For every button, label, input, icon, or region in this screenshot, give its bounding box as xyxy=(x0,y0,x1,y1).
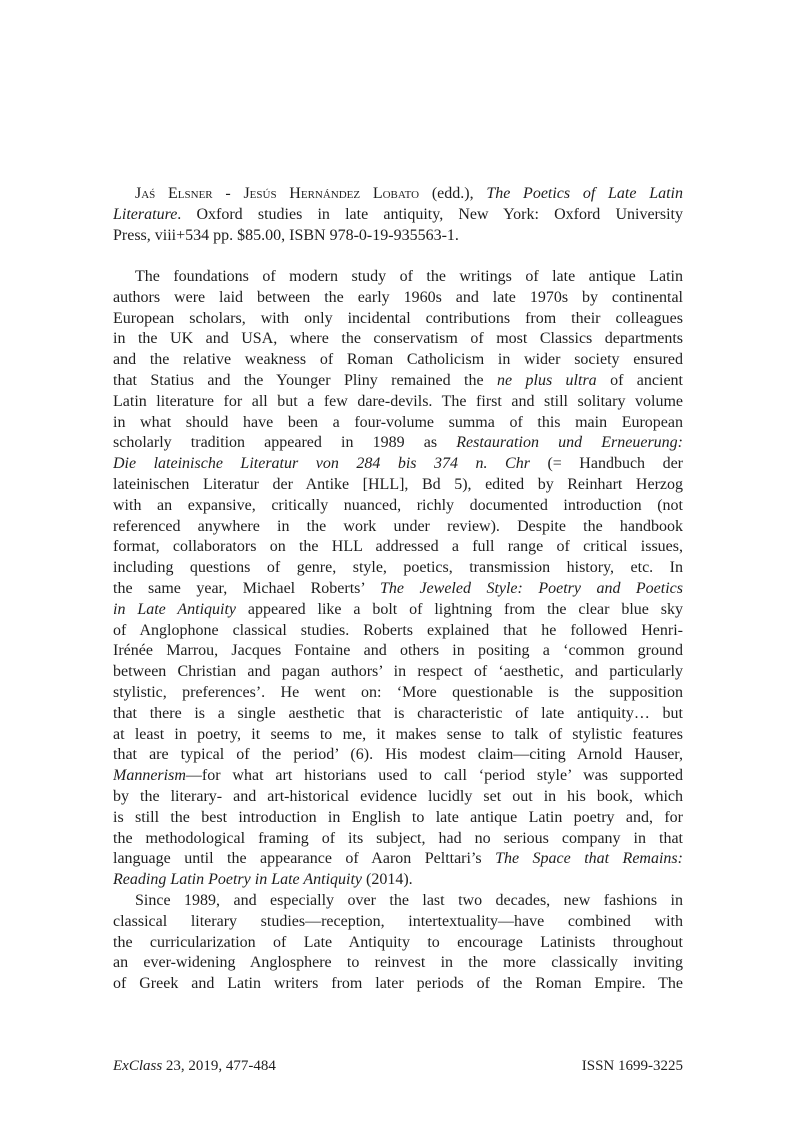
text-run: the curricularization of Late Antiquity to encourage Latinists throughout xyxy=(113,933,683,951)
journal-reference xyxy=(113,1057,276,1076)
text-run: Latin literature for all but a few dare-devils. The first and still solitary volume xyxy=(113,392,683,410)
text-run: . Oxford studies in late antiquity, New York: Oxford University xyxy=(177,205,683,223)
text-run: Jaś Elsner xyxy=(135,185,213,202)
text-run: Restauration und Erneuerung: xyxy=(456,434,683,452)
text-run: by the literary- and art-historical evidence lucidly set out in his book, which xyxy=(113,787,683,805)
text-run: referenced anywhere in the work under review). Despite the handbook xyxy=(113,517,683,535)
text-run: authors were laid between the early 1960s and late 1970s by continental xyxy=(113,288,683,306)
text-run: (edd.), xyxy=(419,185,487,202)
text-run: is still the best introduction in English to late antique Latin poetry and, for xyxy=(113,808,683,826)
text-run: language until the appearance of Aaron Pelttari’s xyxy=(113,850,496,868)
text-run: of Anglophone classical studies. Roberts explained that he followed Henri- xyxy=(113,621,683,639)
text-line xyxy=(113,870,683,891)
text-run: ExClass xyxy=(113,1058,163,1074)
text-run: the same year, Michael Roberts’ xyxy=(113,579,380,597)
text-line xyxy=(113,933,683,954)
text-line xyxy=(113,787,683,808)
text-line xyxy=(113,600,683,621)
page-footer xyxy=(113,1057,683,1076)
book-citation xyxy=(113,184,683,246)
text-line xyxy=(113,912,683,933)
text-run: Jesús Hernández Lobato xyxy=(243,185,420,202)
text-run: Press, viii+534 pp. $85.00, ISBN 978-0-19-935563-1. xyxy=(113,226,459,244)
text-line xyxy=(113,829,683,850)
text-run: of Greek and Latin writers from later periods of the Roman Empire. The xyxy=(113,975,683,993)
text-run: in Late Antiquity xyxy=(113,600,237,618)
text-line xyxy=(113,496,683,517)
text-run: in the UK and USA, where the conservatism of most Classics departments xyxy=(113,330,683,348)
text-line xyxy=(113,475,683,496)
text-run: ne plus ultra xyxy=(497,371,597,389)
text-run: between Christian and pagan authors’ in respect of ‘aesthetic, and particularly xyxy=(113,663,683,681)
text-line xyxy=(113,579,683,600)
text-run: Mannerism xyxy=(113,767,186,785)
text-line xyxy=(113,725,683,746)
text-line xyxy=(113,537,683,558)
text-line xyxy=(113,329,683,350)
text-line xyxy=(113,309,683,330)
text-line xyxy=(113,288,683,309)
text-line xyxy=(113,433,683,454)
text-run: (= Handbuch der xyxy=(529,455,683,473)
text-line xyxy=(113,517,683,538)
paragraph-foundations xyxy=(113,267,683,891)
text-run: that are typical of the period’ (6). His modest claim—citing Arnold Hauser, xyxy=(113,746,683,764)
text-run: Literature xyxy=(113,205,178,223)
text-line xyxy=(113,621,683,642)
text-run: the methodological framing of its subject, had no serious company in that xyxy=(113,829,683,847)
text-run: The Poetics of Late Latin xyxy=(486,185,683,202)
text-line xyxy=(113,205,683,226)
text-run: Reading Latin Poetry in Late Antiquity xyxy=(113,871,363,889)
text-line xyxy=(113,662,683,683)
text-run: lateinischen Literatur der Antike [HLL], Bd 5), edited by Reinhart Herzog xyxy=(113,475,683,493)
text-run: The Jeweled Style: Poetry and Poetics xyxy=(379,579,683,597)
text-line xyxy=(113,350,683,371)
text-run: an ever-widening Anglosphere to reinvest in the more classically inviting xyxy=(113,954,683,972)
text-run: that Statius and the Younger Pliny remained the xyxy=(113,371,497,389)
text-run: - xyxy=(212,185,244,202)
text-run: European scholars, with only incidental contributions from their colleagues xyxy=(113,309,683,327)
text-run: that there is a single aesthetic that is characteristic of late antiquity… but xyxy=(113,704,683,722)
text-line xyxy=(113,808,683,829)
text-line xyxy=(113,226,683,247)
text-line xyxy=(113,953,683,974)
text-run: The foundations of modern study of the writings of late antique Latin xyxy=(135,268,683,285)
text-run: —for what art historians used to call ‘period style’ was supported xyxy=(185,767,683,785)
text-line xyxy=(113,849,683,870)
text-run: with an expansive, critically nuanced, richly documented introduction (not xyxy=(113,496,683,514)
text-line xyxy=(113,184,683,205)
text-line xyxy=(113,704,683,725)
text-line xyxy=(113,454,683,475)
text-run: scholarly tradition appeared in 1989 as xyxy=(113,434,457,452)
text-line xyxy=(113,683,683,704)
review-body xyxy=(113,267,683,995)
text-run: classical literary studies—reception, intertextuality—have combined with xyxy=(113,912,683,930)
paragraph-since-1989 xyxy=(113,891,683,995)
text-run: including questions of genre, style, poetics, transmission history, etc. In xyxy=(113,559,683,577)
text-line xyxy=(113,641,683,662)
text-run: (2014). xyxy=(362,871,413,889)
text-line xyxy=(113,745,683,766)
text-line xyxy=(113,558,683,579)
text-run: and the relative weakness of Roman Catholicism in wider society ensured xyxy=(113,351,683,369)
text-run: Since 1989, and especially over the last two decades, new fashions in xyxy=(135,891,683,909)
text-line xyxy=(113,267,683,288)
text-run: at least in poetry, it seems to me, it makes sense to talk of stylistic features xyxy=(113,725,683,743)
text-line xyxy=(113,371,683,392)
text-line xyxy=(113,974,683,995)
text-run: format, collaborators on the HLL addressed a full range of critical issues, xyxy=(113,538,683,556)
issn-label: ISSN 1699-3225 xyxy=(581,1058,683,1074)
text-run: stylistic, preferences’. He went on: ‘More questionable is the supposition xyxy=(113,683,683,701)
text-run: in what should have been a four-volume summa of this main European xyxy=(113,413,683,431)
text-run: 23, 2019, 477-484 xyxy=(162,1058,276,1074)
text-line xyxy=(113,766,683,787)
text-run: of ancient xyxy=(596,371,683,389)
text-line xyxy=(113,392,683,413)
text-run: Die lateinische Literatur von 284 bis 374 n. Chr xyxy=(113,455,530,473)
text-line xyxy=(113,891,683,912)
text-line xyxy=(113,413,683,434)
text-run: appeared like a bolt of lightning from the clear blue sky xyxy=(236,600,683,618)
text-run: Irénée Marrou, Jacques Fontaine and others in positing a ‘common ground xyxy=(113,642,683,660)
text-run: The Space that Remains: xyxy=(495,850,683,868)
